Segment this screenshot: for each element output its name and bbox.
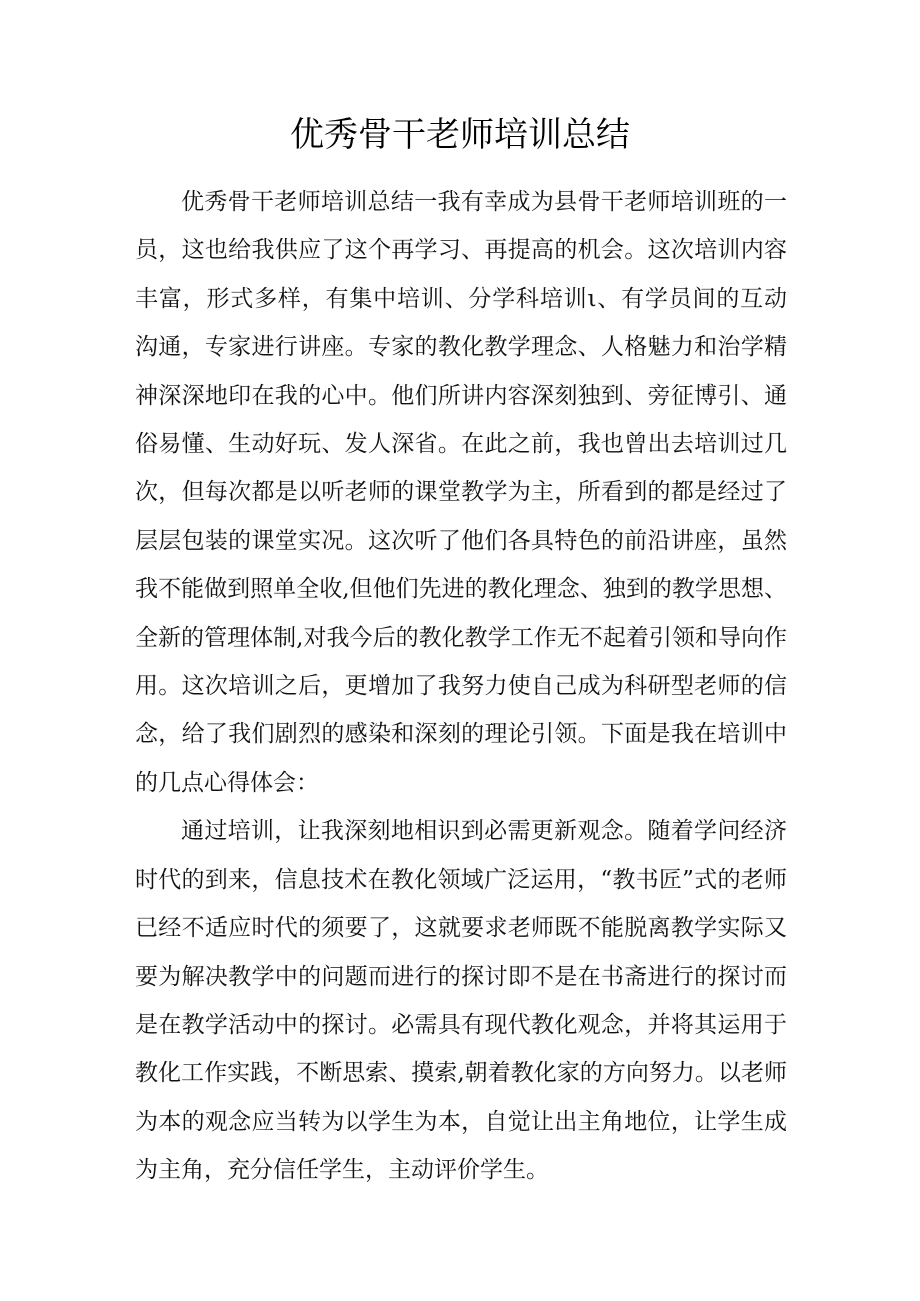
paragraph-1: 优秀骨干老师培训总结一我有幸成为县骨干老师培训班的一员，这也给我供应了这个再学习、再提高的机会。这次培训内容丰富，形式多样，有集中培训、分学科培训ι、有学员间的互动沟通，专家进行讲座。专家的教化教学理念、人格魅力和治学精神深深地印在我的心中。他们所讲内容深刻独到、旁征博引、通俗易懂、生动好玩、发人深省。在此之前，我也曾出去培训过几次，但每次都是以听老师的课堂教学为主，所看到的都是经过了层层包装的课堂实况。这次听了他们各具特色的前沿讲座，虽然我不能做到照单全收,但他们先进的教化理念、独到的教学思想、全新的管理体制,对我今后的教化教学工作无不起着引领和导向作用。这次培训之后，更增加了我努力使自己成为科研型老师的信念，给了我们剧烈的感染和深刻的理论引领。下面是我在培训中的几点心得体会： — [135, 189, 787, 796]
document-body — [135, 178, 787, 1195]
paragraph-2: 通过培训，让我深刻地相识到必需更新观念。随着学问经济时代的到来，信息技术在教化领域广泛运用，“教书匠”式的老师已经不适应时代的须要了，这就要求老师既不能脱离教学实际又要为解决教学中的问题而进行的探讨即不是在书斋进行的探讨而是在教学活动中的探讨。必需具有现代教化观念，并将其运用于教化工作实践，不断思索、摸索,朝着教化家的方向努力。以老师为本的观念应当转为以学生为本，自觉让出主角地位，让学生成为主角，充分信任学生，主动评价学生。 — [135, 818, 787, 1184]
page-title: 优秀骨干老师培训总结 — [290, 115, 630, 155]
